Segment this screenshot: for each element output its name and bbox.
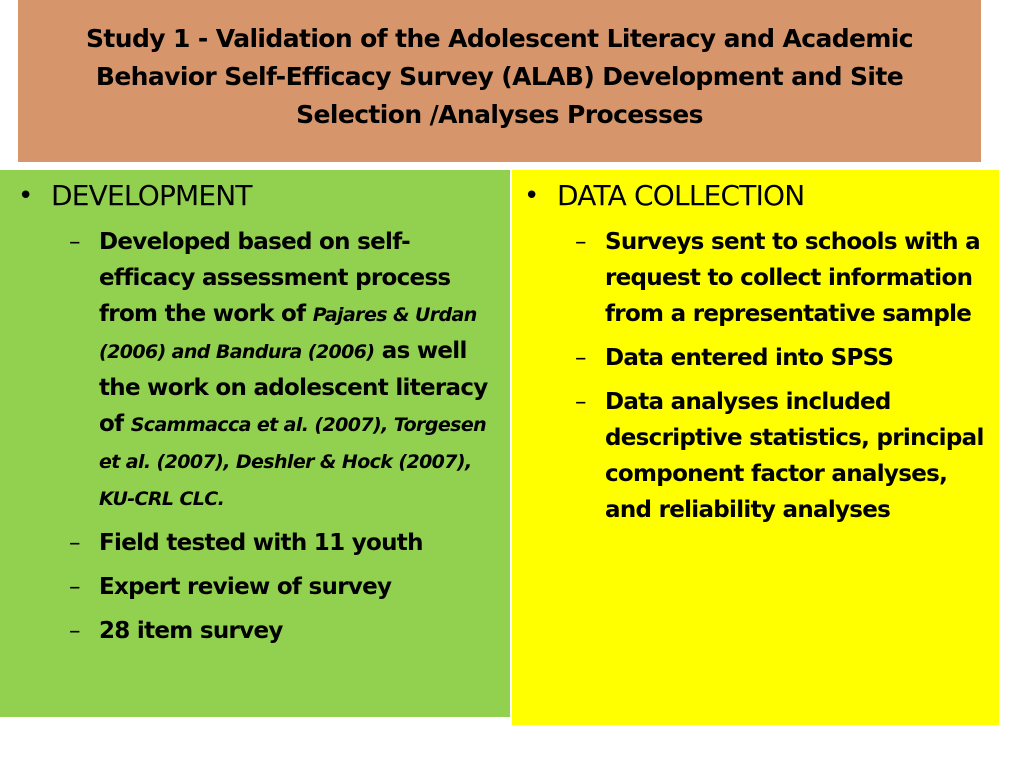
list-item	[18, 613, 500, 649]
data-collection-heading-row	[524, 178, 989, 214]
list-item	[18, 224, 500, 517]
dash-icon: –	[69, 229, 80, 255]
list-item	[524, 384, 989, 528]
list-item-text: Data entered into SPSS	[605, 345, 894, 371]
development-heading-row	[18, 178, 500, 214]
slide-title: Study 1 - Validation of the Adolescent Literacy and Academic Behavior Self-Efficacy Survey (ALAB) Development and Site Selection /Analyses Processes	[85, 24, 913, 129]
list-item-text: Expert review of survey	[99, 574, 392, 600]
bullet-dot-icon: •	[524, 181, 539, 211]
dash-icon: –	[575, 389, 586, 415]
dash-icon: –	[69, 618, 80, 644]
list-item-text: Field tested with 11 youth	[99, 530, 423, 556]
data-collection-panel	[512, 170, 999, 725]
data-collection-list	[524, 224, 989, 528]
item-text-part: Developed based on self-efficacy assessment process from the work of	[99, 229, 451, 327]
item-text-part: as well the work on adolescent literacy of	[99, 338, 488, 437]
dash-icon: –	[575, 229, 586, 255]
data-collection-heading: DATA COLLECTION	[557, 179, 805, 212]
list-item-text: Data analyses included descriptive statistics, principal component factor analyses, and reliability analyses	[605, 389, 984, 523]
development-panel	[0, 170, 510, 717]
citation: Scammacca et al. (2007), Torgesen et al. (2007), Deshler & Hock (2007), KU-CRL CLC.	[99, 414, 487, 510]
dash-icon: –	[69, 530, 80, 556]
list-item	[18, 525, 500, 561]
list-item-text: 28 item survey	[99, 618, 283, 644]
development-heading: DEVELOPMENT	[51, 179, 252, 212]
citation: Pajares & Urdan (2006) and Bandura (2006)	[99, 304, 477, 363]
list-item	[524, 340, 989, 376]
list-item	[18, 569, 500, 605]
list-item-text	[99, 224, 500, 517]
list-item	[524, 224, 989, 332]
list-item-text: Surveys sent to schools with a request to collect information from a representative sample	[605, 229, 980, 327]
title-banner	[18, 0, 981, 162]
dash-icon: –	[575, 345, 586, 371]
development-list	[18, 224, 500, 649]
bullet-dot-icon: •	[18, 181, 33, 211]
dash-icon: –	[69, 574, 80, 600]
